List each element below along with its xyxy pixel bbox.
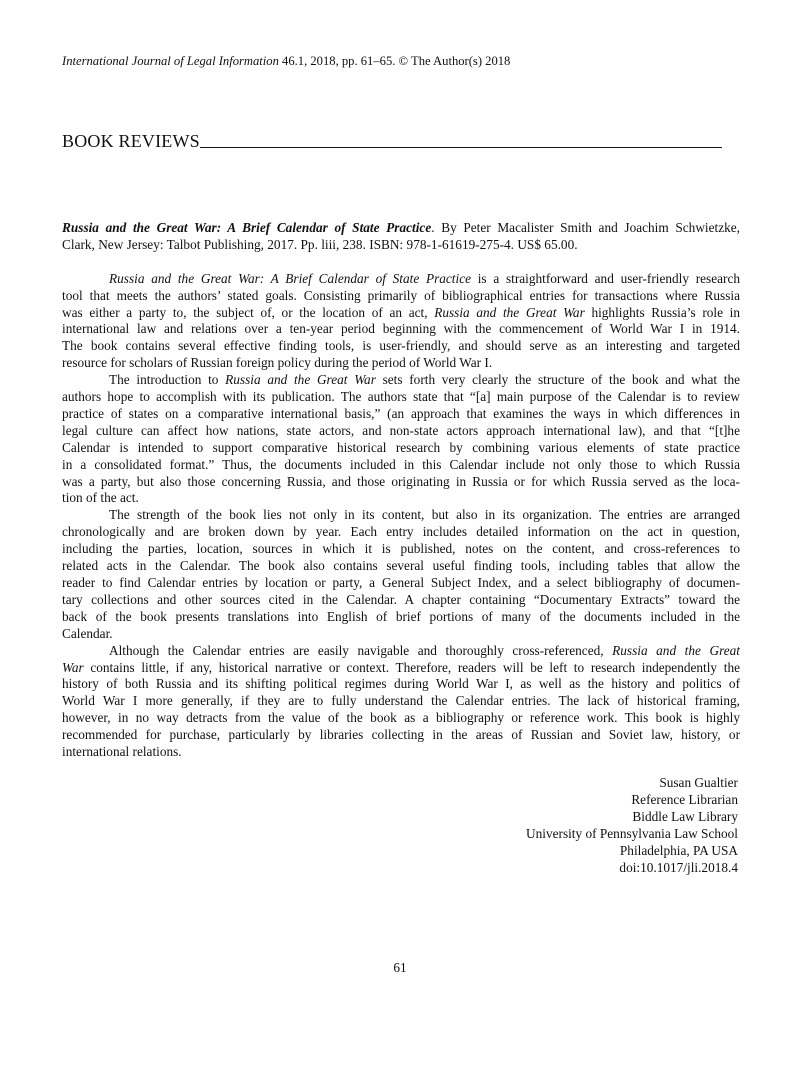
section-title: BOOK REVIEWS (62, 131, 200, 151)
text-line (62, 558, 740, 575)
text-line (62, 338, 740, 355)
citation-info: 46.1, 2018, pp. 61–65. © The Author(s) 2018 (278, 54, 511, 68)
text-segment: was a party, but also those concerning Russia, and those originating in Russia or for which Russia served as the loca- (62, 473, 740, 489)
text-line (62, 271, 740, 288)
text-line (62, 220, 740, 237)
text-segment: tion of the act. (62, 490, 139, 506)
review-paragraph (62, 643, 740, 761)
text-line (62, 524, 740, 541)
text-segment: related acts in the Calendar. The book also contains several useful finding tools, including tables that allow the (62, 558, 740, 574)
reviewer-affiliation-line: doi:10.1017/jli.2018.4 (619, 860, 738, 875)
journal-title: International Journal of Legal Information (62, 54, 279, 68)
text-segment: reader to find Calendar entries by location or party, a General Subject Index, and a select bibliography of documen- (62, 575, 740, 591)
text-line (62, 609, 740, 626)
text-line (62, 592, 740, 609)
text-line (62, 710, 740, 727)
text-segment: is a straightforward and user-friendly research (471, 270, 740, 286)
text-line (62, 406, 740, 423)
text-segment: Although the Calendar entries are easily navigable and thoroughly cross-referenced, (109, 642, 613, 658)
text-line (62, 423, 740, 440)
review-paragraph (62, 271, 740, 372)
reviewer-affiliation-line: University of Pennsylvania Law School (526, 826, 738, 841)
text-segment: . By Peter Macalister Smith and Joachim Schwietzke, (431, 220, 740, 235)
text-line (62, 676, 740, 693)
text-line (62, 288, 740, 305)
text-line (62, 474, 740, 491)
section-heading (62, 131, 722, 151)
text-segment: The introduction to (109, 372, 226, 388)
review-body (62, 220, 740, 778)
text-line (62, 355, 740, 372)
text-segment: contains little, if any, historical narrative or context. Therefore, readers will be left to research independently the (83, 659, 740, 675)
text-segment: sets forth very clearly the structure of the book and what the (375, 372, 740, 388)
text-segment: back of the book presents translations into English of brief portions of many of the documents included in the (62, 608, 740, 624)
text-line (62, 660, 740, 677)
reviewer-affiliation-line: Biddle Law Library (632, 809, 738, 824)
text-line (62, 389, 740, 406)
heading-rule (200, 147, 722, 148)
running-header (62, 54, 510, 69)
text-line (62, 727, 740, 744)
text-line (62, 693, 740, 710)
review-paragraph (62, 372, 740, 507)
text-line (62, 457, 740, 474)
text-segment: resource for scholars of Russian foreign policy during the period of World War I. (62, 355, 493, 371)
text-line (62, 643, 740, 660)
italic-title-text: War (62, 659, 84, 675)
reviewer-affiliation-line: Philadelphia, PA USA (619, 843, 738, 858)
text-segment: international law and relations over a ten-year period beginning with the commencement of World War I in 1914. (62, 321, 740, 337)
italic-title-text: Russia and the Great War (225, 372, 376, 388)
text-segment: highlights Russia’s role in (584, 304, 741, 320)
text-segment: The book contains several effective finding tools, is user-friendly, and should serve as an interesting and targeted (62, 338, 740, 354)
text-line (62, 440, 740, 457)
text-line (62, 305, 740, 322)
text-segment: chronologically and are broken down by year. Each entry includes detailed information on the act in question, (62, 524, 740, 540)
text-segment: The strength of the book lies not only in its content, but also in its organization. The entries are arranged (109, 507, 740, 523)
text-segment: recommended for purchase, particularly by libraries collecting in the areas of Russian and Soviet law, history, or (62, 727, 740, 743)
text-segment: World War I more generally, if they are to fully understand the Calendar entries. The lack of historical framing, (62, 693, 740, 709)
italic-title-text: Russia and the Great War: A Brief Calendar of State Practice (62, 220, 432, 235)
text-segment: however, in no way detracts from the value of the book as a bibliography or reference work. This book is highly (62, 710, 740, 726)
text-segment: international relations. (62, 744, 182, 760)
text-line (62, 321, 740, 338)
text-line (62, 372, 740, 389)
italic-title-text: Russia and the Great War: A Brief Calendar of State Practice (109, 270, 471, 286)
text-segment: tary collections and other sources cited in the Calendar. A chapter containing “Documentary Extracts” toward the (62, 591, 740, 607)
reviewer-name: Susan Gualtier (659, 775, 738, 790)
italic-title-text: Russia and the Great (612, 642, 740, 658)
text-line (62, 626, 740, 643)
italic-title-text: Russia and the Great War (434, 304, 585, 320)
text-segment: in a consolidated format.” Thus, the documents included in this Calendar include not only those to which Russia (62, 456, 740, 472)
text-segment: tool that meets the authors’ stated goals. Consisting primarily of bibliographical entries for transactions where Russia (62, 287, 740, 303)
text-segment: was either a party to, the subject of, or the location of an act, (62, 304, 435, 320)
text-line (62, 507, 740, 524)
review-paragraph (62, 507, 740, 642)
text-line (62, 575, 740, 592)
reviewer-affiliation-line: Reference Librarian (631, 792, 738, 807)
text-segment: Clark, New Jersey: Talbot Publishing, 2017. Pp. liii, 238. ISBN: 978-1-61619-275-4. US$ 65.00. (62, 236, 578, 252)
text-line (62, 490, 740, 507)
text-line (62, 744, 740, 761)
text-segment: practice of states on a comparative international basis,” (an approach that examines the ways in which differences in (62, 405, 740, 421)
text-segment: legal culture can affect how nations, state actors, and non-state actors approach international law), and that “[t]he (62, 422, 740, 438)
text-line (62, 541, 740, 558)
text-segment: authors hope to accomplish with its publication. The authors state that “[a] main purpose of the Calendar is to review (62, 389, 740, 405)
text-line (62, 237, 740, 254)
text-segment: Calendar. (62, 625, 113, 641)
text-segment: including the parties, location, sources in which it is published, notes on the content, and cross-references to (62, 541, 740, 557)
text-segment: Calendar is intended to support comparative historical research by combining various elements of state practice (62, 439, 740, 455)
reviewer-signature (526, 774, 738, 876)
page-number: 61 (393, 960, 407, 975)
text-segment: history of both Russia and its shifting political regimes during World War I, as well as the history and politics of (62, 676, 740, 692)
book-citation (62, 220, 740, 254)
